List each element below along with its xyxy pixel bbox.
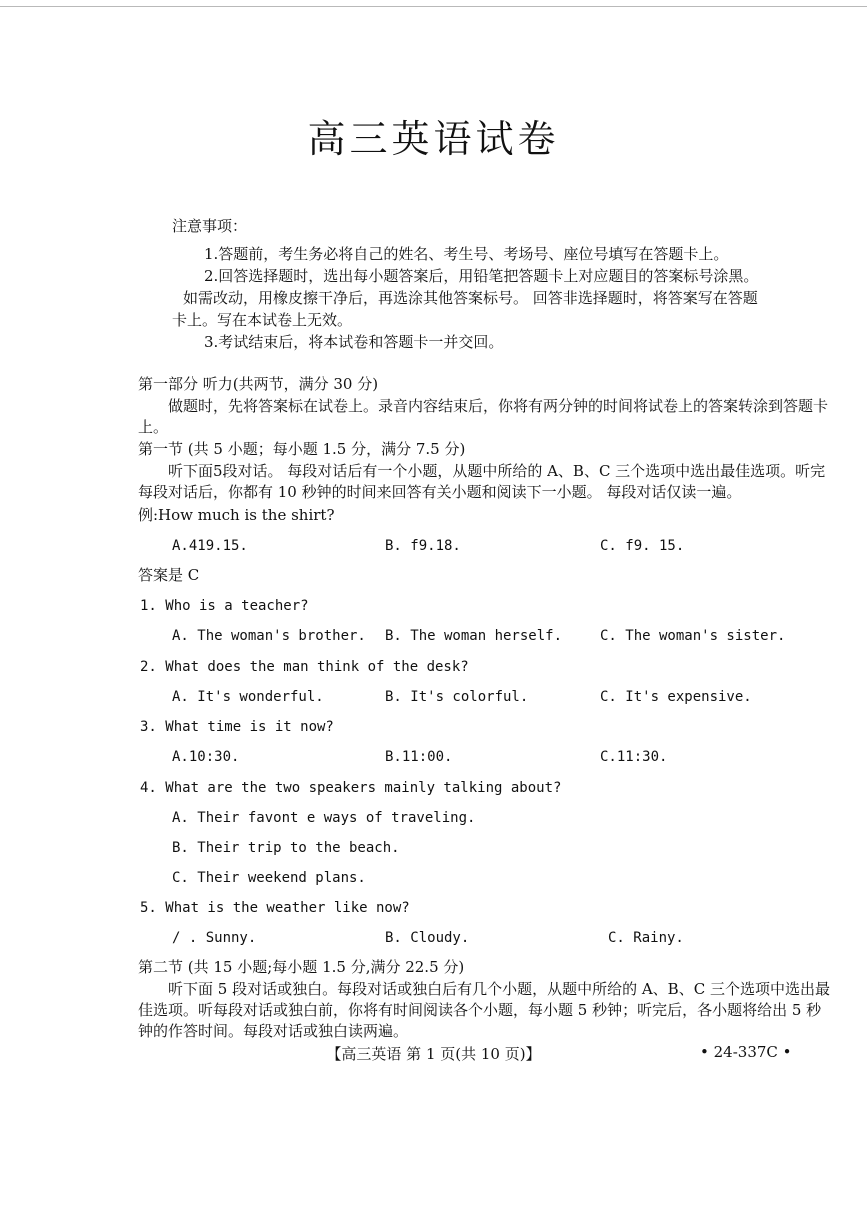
q1-option-a: A. The woman's brother. [172,628,366,644]
part1-intro: 做题时，先将答案标在试卷上。录音内容结束后，你将有两分钟的时间将试卷上的答案转涂到答题卡上。 [138,397,829,436]
notice-item-3: 3.考试结束后，将本试卷和答题卡一并交回。 [204,333,504,351]
q5-option-a: / . Sunny. [172,930,257,946]
question-4: 4. What are the two speakers mainly talking about? [140,780,562,796]
question-1: 1. Who is a teacher? [140,598,309,614]
q1-option-c: C. The woman's sister. [600,628,786,644]
q3-option-c: C.11:30. [600,749,668,765]
question-5: 5. What is the weather like now? [140,900,410,916]
q3-option-a: A.10:30. [172,749,240,765]
q2-option-a: A. It's wonderful. [172,689,324,705]
notice-item-2-end: 卡上。写在本试卷上无效。 [172,311,353,329]
notice-item-2-cont: 如需改动，用橡皮擦干净后，再选涂其他答案标号。 回答非选择题时，将答案写在答题 [183,289,758,307]
q4-option-c: C. Their weekend plans. [172,870,366,886]
exam-code: • 24-337C • [700,1043,792,1061]
q4-option-a: A. Their favont e ways of traveling. [172,810,476,826]
q3-option-b: B.11:00. [385,749,453,765]
q2-option-b: B. It's colorful. [385,689,529,705]
q5-option-b: B. Cloudy. [385,930,470,946]
page-footer: 【高三英语 第 1 页(共 10 页)】 [326,1045,541,1063]
section1-intro: 听下面5段对话。 每段对话后有一个小题，从题中所给的 A、B、C 三个选项中选出最佳选项。听完每段对话后，你都有 10 秒钟的时间来回答有关小题和阅读下一小题。 每段对话仅读一遍。 [138,462,826,501]
q5-option-c: C. Rainy. [608,930,684,946]
q1-option-b: B. The woman herself. [385,628,563,644]
example-option-c: C. f9. 15. [600,538,685,554]
question-2: 2. What does the man think of the desk? [140,659,469,675]
section2-intro: 听下面 5 段对话或独白。每段对话或独白后有几个小题，从题中所给的 A、B、C 三个选项中选出最佳选项。听每段对话或独白前，你将有时间阅读各个小题，每小题 5 秒钟；听完后，各小题将给出 5 秒钟的作答时间。每段对话或独白读两遍。 [138,980,830,1040]
q2-option-c: C. It's expensive. [600,689,752,705]
section2-heading: 第二节 (共 15 小题;每小题 1.5 分,满分 22.5 分) [138,958,465,976]
notice-item-2: 2.回答选择题时，选出每小题答案后，用铅笔把答题卡上对应题目的答案标号涂黑。 [204,267,759,285]
example-option-a: A.419.15. [172,538,248,554]
q4-option-b: B. Their trip to the beach. [172,840,400,856]
example-option-b: B. f9.18. [385,538,461,554]
page-title: 高三英语试卷 [307,117,560,161]
part1-heading: 第一部分 听力(共两节，满分 30 分) [138,375,379,393]
question-3: 3. What time is it now? [140,719,334,735]
notice-heading: 注意事项： [172,217,248,235]
section1-heading: 第一节 (共 5 小题；每小题 1.5 分，满分 7.5 分) [138,440,466,458]
example-answer: 答案是 C [138,566,200,584]
notice-item-1: 1.答题前，考生务必将自己的姓名、考生号、考场号、座位号填写在答题卡上。 [204,245,729,263]
example-question: 例:How much is the shirt? [138,506,335,524]
top-rule [0,6,867,7]
